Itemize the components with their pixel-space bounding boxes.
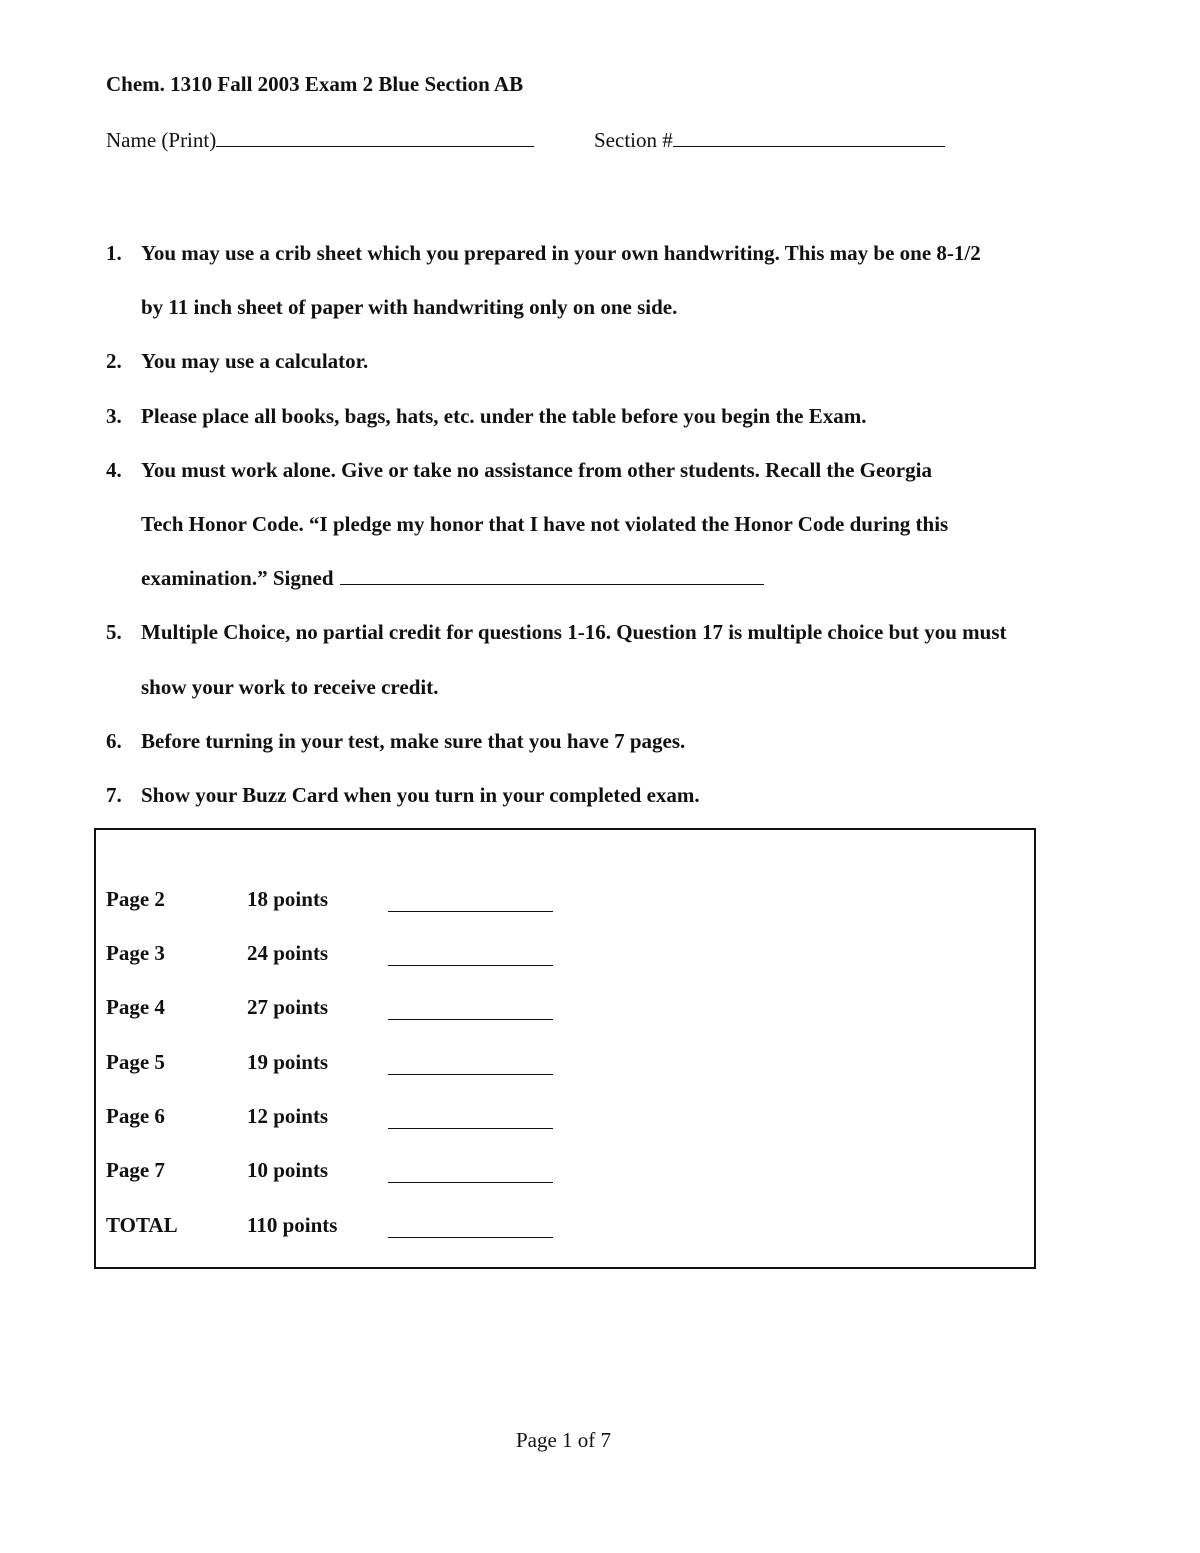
score-points-label: 12 points bbox=[247, 1104, 329, 1128]
instruction-number: 5. bbox=[106, 620, 122, 645]
score-page-label: TOTAL bbox=[106, 1213, 178, 1237]
instruction-number: 4. bbox=[106, 457, 122, 482]
instructions-list bbox=[106, 226, 1036, 822]
instruction-number: 6. bbox=[106, 728, 122, 753]
score-points-label: 18 points bbox=[247, 887, 329, 911]
section-label: Section # bbox=[594, 128, 673, 152]
name-blank-line[interactable] bbox=[216, 126, 534, 147]
score-blank-line[interactable] bbox=[388, 1158, 553, 1183]
score-blank-line[interactable] bbox=[388, 941, 553, 966]
score-page-label: Page 7 bbox=[106, 1158, 165, 1182]
score-points-label: 19 points bbox=[247, 1050, 329, 1074]
score-blank-line[interactable] bbox=[388, 887, 553, 912]
instruction-item bbox=[106, 389, 1036, 443]
name-field[interactable] bbox=[106, 126, 534, 153]
instruction-text: Please place all books, bags, hats, etc. under the table before you begin the Exam. bbox=[141, 403, 867, 428]
score-table-box bbox=[94, 828, 1036, 1269]
instruction-text: You must work alone. Give or take no assistance from other students. Recall the Georgia Tech Honor Code. “I pledge my honor that I have not violated the Honor Code during this examination.” Signed bbox=[141, 457, 949, 591]
instruction-item bbox=[106, 768, 1036, 822]
exam-title: Chem. 1310 Fall 2003 Exam 2 Blue Section AB bbox=[106, 72, 524, 96]
instruction-number: 2. bbox=[106, 349, 122, 374]
score-blank-line[interactable] bbox=[388, 995, 553, 1020]
instruction-item bbox=[106, 443, 961, 606]
instruction-text: You may use a calculator. bbox=[141, 349, 369, 374]
score-blank-line[interactable] bbox=[388, 1213, 553, 1238]
score-blank-line[interactable] bbox=[388, 1104, 553, 1129]
signature-line[interactable] bbox=[340, 564, 764, 585]
instruction-item bbox=[106, 605, 1021, 713]
score-points-label: 110 points bbox=[247, 1213, 338, 1237]
instruction-text: Show your Buzz Card when you turn in your completed exam. bbox=[141, 783, 700, 808]
instruction-text: Before turning in your test, make sure that you have 7 pages. bbox=[141, 728, 686, 753]
page-number: Page 1 of 7 bbox=[515, 1428, 612, 1452]
score-page-label: Page 2 bbox=[106, 887, 165, 911]
instruction-number: 7. bbox=[106, 783, 122, 808]
score-blank-line[interactable] bbox=[388, 1050, 553, 1075]
score-page-label: Page 5 bbox=[106, 1050, 165, 1074]
instruction-item bbox=[106, 714, 1036, 768]
instruction-item bbox=[106, 334, 1036, 388]
name-label: Name (Print) bbox=[106, 128, 217, 152]
score-page-label: Page 4 bbox=[106, 995, 165, 1019]
score-page-label: Page 6 bbox=[106, 1104, 165, 1128]
score-page-label: Page 3 bbox=[106, 941, 165, 965]
score-points-label: 24 points bbox=[247, 941, 329, 965]
instruction-text: Multiple Choice, no partial credit for questions 1-16. Question 17 is multiple choice but you must show your work to receive credit. bbox=[141, 620, 1007, 699]
instruction-text: You may use a crib sheet which you prepared in your own handwriting. This may be one 8-1/2 by 11 inch sheet of paper with handwriting only on one side. bbox=[141, 241, 981, 320]
instruction-number: 3. bbox=[106, 403, 122, 428]
score-points-label: 10 points bbox=[247, 1158, 329, 1182]
instruction-item bbox=[106, 226, 996, 334]
score-points-label: 27 points bbox=[247, 995, 329, 1019]
instruction-number: 1. bbox=[106, 241, 122, 265]
section-blank-line[interactable] bbox=[673, 126, 945, 147]
section-field[interactable] bbox=[594, 126, 945, 153]
